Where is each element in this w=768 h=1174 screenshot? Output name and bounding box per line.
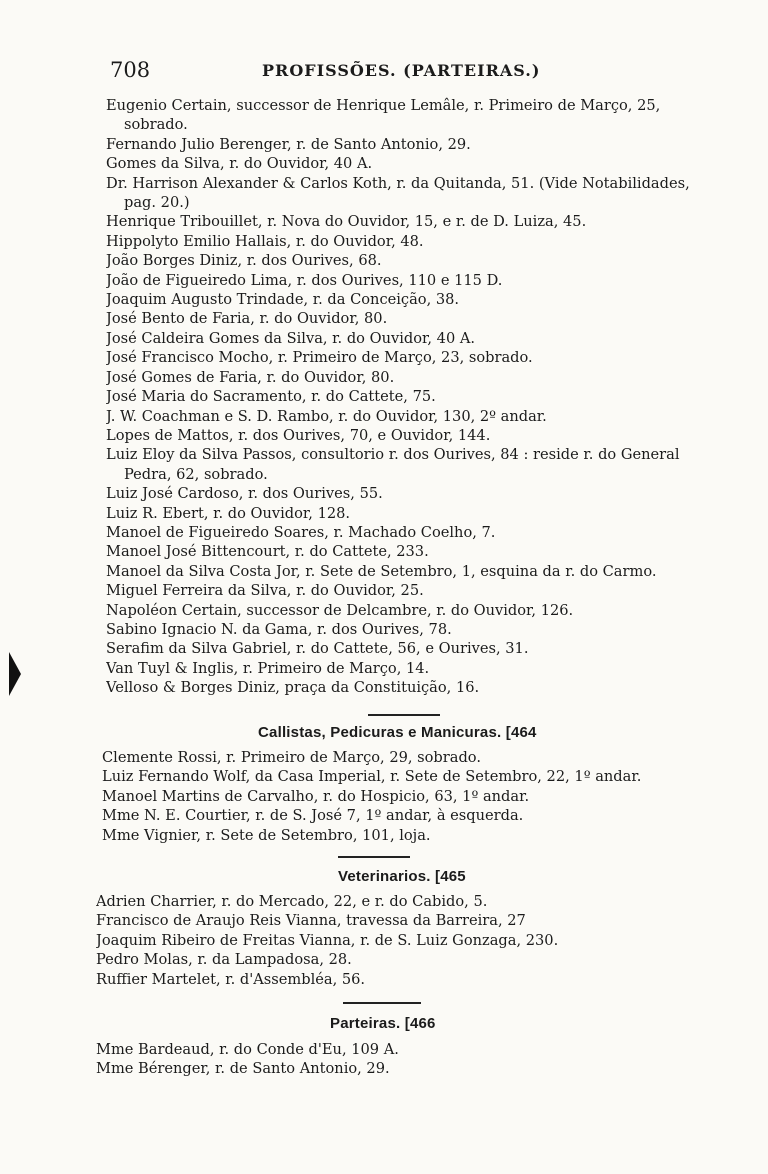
page-header	[110, 58, 730, 88]
list-item: José Maria do Sacramento, r. do Cattete, 75.	[106, 388, 436, 406]
list-item: Clemente Rossi, r. Primeiro de Março, 29, sobrado.	[102, 749, 481, 766]
list-item: J. W. Coachman e S. D. Rambo, r. do Ouvidor, 130, 2º andar.	[106, 407, 547, 425]
parteiras-list	[96, 1040, 716, 1079]
list-item: Francisco de Araujo Reis Vianna, travessa da Barreira, 27	[96, 912, 526, 930]
section-heading-parteiras: Parteiras. [466	[330, 1015, 436, 1032]
list-item: Henrique Tribouillet, r. Nova do Ouvidor, 15, e r. de D. Luiza, 45.	[106, 213, 587, 231]
continued-list	[106, 96, 726, 698]
running-title: PROFISSÕES. (PARTEIRAS.)	[262, 61, 541, 80]
list-item: Hippolyto Emilio Hallais, r. do Ouvidor, 48.	[106, 232, 424, 250]
list-item: Ruffier Martelet, r. d'Assembléa, 56.	[96, 970, 366, 988]
veterinarios-list	[96, 892, 716, 989]
list-item: Luiz Eloy da Silva Passos, consultorio r. dos Ourives, 84 : reside r. do General Pedra, 62, sobrado.	[106, 446, 680, 483]
list-item: Dr. Harrison Alexander & Carlos Koth, r. da Quitanda, 51. (Vide Notabilidades, pag. 20.)	[106, 174, 690, 212]
list-item: José Bento de Faria, r. do Ouvidor, 80.	[106, 310, 388, 328]
list-item: José Caldeira Gomes da Silva, r. do Ouvidor, 40 A.	[106, 329, 476, 347]
list-item: Adrien Charrier, r. do Mercado, 22, e r. do Cabido, 5.	[96, 893, 488, 910]
page-number: 708	[110, 58, 151, 82]
list-item: Gomes da Silva, r. do Ouvidor, 40 A.	[106, 155, 373, 173]
list-item: Luiz R. Ebert, r. do Ouvidor, 128.	[106, 504, 351, 522]
list-item: José Gomes de Faria, r. do Ouvidor, 80.	[106, 368, 395, 386]
section-divider	[343, 1002, 421, 1004]
list-item: Eugenio Certain, successor de Henrique Lemâle, r. Primeiro de Março, 25, sobrado.	[106, 97, 661, 134]
section-heading-veterinarios: Veterinarios. [465	[338, 868, 466, 885]
list-item: Velloso & Borges Diniz, praça da Constituição, 16.	[106, 679, 480, 697]
list-item: Lopes de Mattos, r. dos Ourives, 70, e Ouvidor, 144.	[106, 426, 491, 444]
list-item: João Borges Diniz, r. dos Ourives, 68.	[106, 252, 382, 270]
list-item: Napoléon Certain, successor de Delcambre, r. do Ouvidor, 126.	[106, 601, 574, 619]
list-item: Mme Bardeaud, r. do Conde d'Eu, 109 A.	[96, 1041, 399, 1058]
list-item: Van Tuyl & Inglis, r. Primeiro de Março, 14.	[106, 659, 430, 677]
list-item: Mme N. E. Courtier, r. de S. José 7, 1º andar, à esquerda.	[102, 807, 524, 825]
section-heading-callistas: Callistas, Pedicuras e Manicuras. [464	[258, 724, 537, 741]
list-item: Luiz José Cardoso, r. dos Ourives, 55.	[106, 485, 383, 503]
list-item: Manoel da Silva Costa Jor, r. Sete de Setembro, 1, esquina da r. do Carmo.	[106, 562, 657, 580]
list-item: Joaquim Ribeiro de Freitas Vianna, r. de S. Luiz Gonzaga, 230.	[96, 931, 559, 949]
section-divider	[338, 856, 410, 858]
margin-pointer-icon	[9, 652, 21, 696]
list-item: José Francisco Mocho, r. Primeiro de Março, 23, sobrado.	[106, 349, 533, 367]
section-divider	[368, 714, 440, 716]
list-item: Miguel Ferreira da Silva, r. do Ouvidor, 25.	[106, 582, 424, 600]
list-item: Serafim da Silva Gabriel, r. do Cattete, 56, e Ourives, 31.	[106, 640, 529, 658]
list-item: Pedro Molas, r. da Lampadosa, 28.	[96, 951, 352, 969]
callistas-list	[102, 748, 722, 845]
list-item: Manoel José Bittencourt, r. do Cattete, 233.	[106, 543, 429, 561]
list-item: Sabino Ignacio N. da Gama, r. dos Ourives, 78.	[106, 620, 452, 638]
list-item: Mme Bérenger, r. de Santo Antonio, 29.	[96, 1060, 390, 1078]
list-item: Fernando Julio Berenger, r. de Santo Antonio, 29.	[106, 135, 471, 153]
list-item: João de Figueiredo Lima, r. dos Ourives, 110 e 115 D.	[106, 271, 503, 289]
list-item: Mme Vignier, r. Sete de Setembro, 101, loja.	[102, 826, 431, 844]
list-item: Manoel de Figueiredo Soares, r. Machado Coelho, 7.	[106, 523, 496, 541]
list-item: Luiz Fernando Wolf, da Casa Imperial, r. Sete de Setembro, 22, 1º andar.	[102, 768, 642, 786]
list-item: Manoel Martins de Carvalho, r. do Hospicio, 63, 1º andar.	[102, 787, 530, 805]
list-item: Joaquim Augusto Trindade, r. da Conceição, 38.	[106, 291, 460, 309]
